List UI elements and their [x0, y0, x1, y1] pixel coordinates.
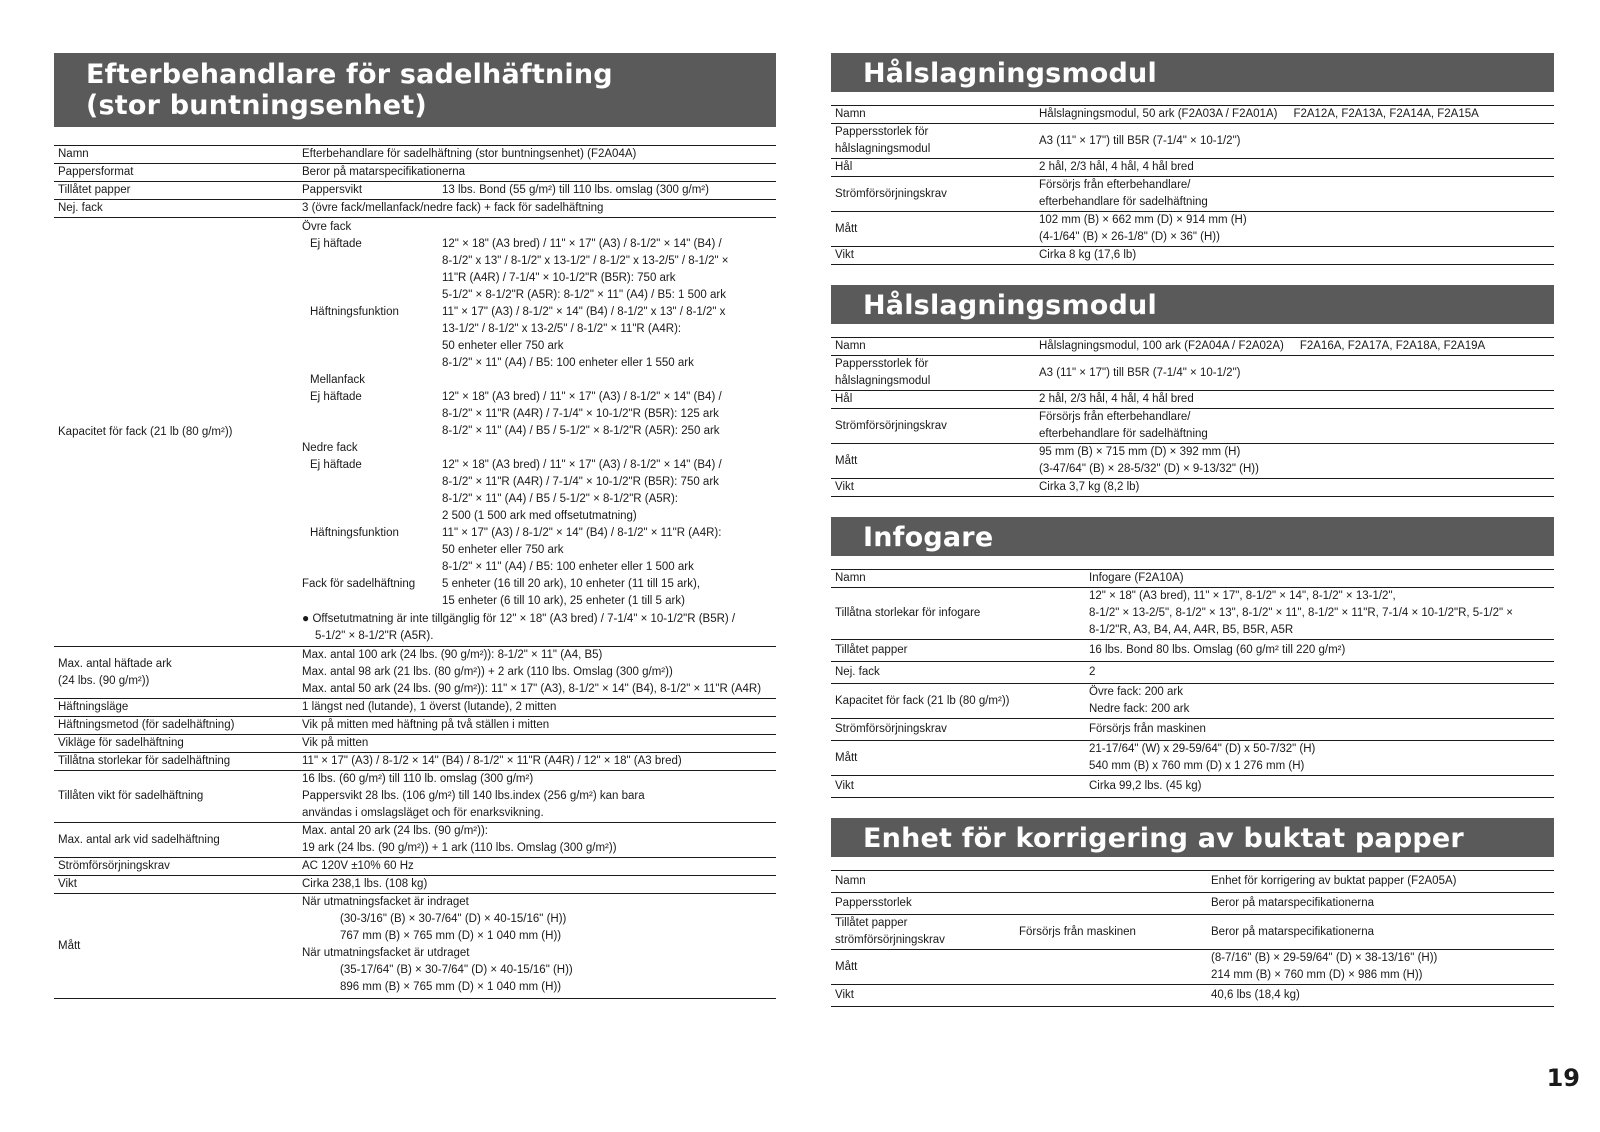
row-key-line: hålslagningsmodul [835, 143, 931, 155]
sub-value: 12" × 18" (A3 bred) / 11" × 17" (A3) / 8-1/2" × 14" (B4) / [442, 391, 722, 403]
row-value [298, 647, 776, 699]
table-row [831, 212, 1554, 247]
row-value: 3 (övre fack/mellanfack/nedre fack) + fack för sadelhäftning [302, 202, 604, 214]
row-value-line: Max. antal 50 ark (24 lbs. (90 g/m²)): 11" × 17" (A3), 8-1/2" × 14" (B4), 8-1/2" × 11"R (A4R) [302, 683, 762, 695]
row-key-line: (24 lbs. (90 g/m²)) [58, 674, 150, 687]
row-value-line: Försörjs från efterbehandlare/ [1039, 411, 1191, 423]
row-value: 2 [1089, 666, 1096, 678]
row-value-line: Max. antal 100 ark (24 lbs. (90 g/m²)): 8-1/2" × 11" (A4, B5) [302, 649, 603, 661]
row-value-text: Hålslagningsmodul, 100 ark (F2A04A / F2A02A) [1039, 340, 1284, 352]
decurler-spec-table [831, 870, 1554, 1007]
row-value-line: 16 lbs. (60 g/m²) till 110 lb. omslag (300 g/m²) [302, 773, 534, 785]
row-value: Infogare (F2A10A) [1089, 572, 1184, 584]
inserter-spec-table [831, 569, 1554, 798]
table-row [831, 985, 1554, 1007]
row-value [1035, 106, 1554, 124]
sub-value: 13 lbs. Bond (55 g/m²) till 110 lbs. omslag (300 g/m²) [442, 184, 709, 196]
row-key: Kapacitet för fack (21 lb (80 g/m²)) [835, 694, 1010, 707]
row-key: Pappersstorlek [835, 897, 912, 909]
row-key: Hål [835, 393, 853, 405]
row-key: Mått [835, 454, 858, 467]
row-key-line: strömförsörjningskrav [835, 934, 945, 946]
row-key: Tillåtet papper [58, 184, 131, 196]
row-middle: Försörjs från maskinen [1019, 925, 1136, 938]
row-value [298, 218, 776, 647]
table-row [54, 717, 776, 735]
sub-label: Ej häftade [310, 391, 362, 403]
table-row [54, 735, 776, 753]
table-row [831, 719, 1554, 741]
row-value-line: (3-47/64" (B) × 28-5/32" (D) × 9-13/32" (H)) [1039, 463, 1259, 475]
table-row [831, 409, 1554, 444]
table-row [831, 124, 1554, 159]
left-column [54, 53, 776, 999]
row-key-line: Pappersstorlek för [835, 358, 929, 370]
row-value-line: användas i omslagsläget och för enarksvikning. [302, 807, 544, 819]
row-key: Strömförsörjningskrav [835, 187, 947, 200]
row-key [831, 915, 1015, 950]
row-key: Hål [835, 161, 853, 173]
sub-label: Häftningsfunktion [310, 527, 399, 539]
row-value [1035, 212, 1554, 247]
table-row [54, 164, 776, 182]
row-value: Cirka 8 kg (17,6 lb) [1039, 249, 1137, 261]
row-key: Mått [835, 751, 858, 764]
punch-100-spec-table [831, 337, 1554, 497]
section-punch-module-100 [831, 285, 1554, 497]
table-row [831, 871, 1554, 893]
row-middle [1015, 985, 1207, 1007]
sub-value: 11"R (A4R) / 7-1/4" × 10-1/2"R (B5R): 750 ark [442, 272, 676, 284]
section-decurler [831, 818, 1554, 1007]
sub-value: 12" × 18" (A3 bred) / 11" × 17" (A3) / 8-1/2" × 14" (B4) / [442, 238, 722, 250]
row-value-line: 102 mm (B) × 662 mm (D) × 914 mm (H) [1039, 214, 1247, 226]
row-key: Vikt [58, 878, 77, 890]
row-key [54, 647, 298, 699]
row-key: Mått [835, 222, 858, 235]
row-value [298, 894, 776, 999]
row-key: Tillåtna storlekar för sadelhäftning [58, 755, 231, 767]
row-value: AC 120V ±10% 60 Hz [302, 860, 414, 872]
row-key: Vikläge för sadelhäftning [58, 737, 184, 749]
sub-value: 8-1/2" x 13" / 8-1/2" x 13-1/2" / 8-1/2" x 13-2/5" / 8-1/2" × [442, 255, 729, 267]
section-title: Hålslagningsmodul [831, 53, 1554, 92]
sub-value: 5-1/2" × 8-1/2"R (A5R): 8-1/2" × 11" (A4) / B5: 1 500 ark [442, 289, 726, 301]
row-value: Vik på mitten [302, 737, 369, 749]
table-row [54, 699, 776, 717]
sub-value: 50 enheter eller 750 ark [442, 544, 564, 556]
row-value-line: 8-1/2" × 13-2/5", 8-1/2" × 13", 8-1/2" × 11", 8-1/2" × 11"R, 7-1/4 × 10-1/2"R, 5-1/2" × [1089, 607, 1513, 619]
row-value-line: (35-17/64" (B) × 30-7/64" (D) × 40-15/16" (H)) [340, 964, 573, 976]
title-line-1: Efterbehandlare för sadelhäftning [86, 59, 613, 90]
row-key-line: Max. antal häftade ark [58, 657, 172, 670]
row-value [1035, 177, 1554, 212]
row-key: Tillåtet papper [835, 644, 908, 656]
row-key: Namn [835, 572, 866, 584]
row-value [298, 182, 776, 200]
punch-50-spec-table [831, 105, 1554, 265]
table-row [831, 444, 1554, 479]
row-key-line: Tillåtet papper [835, 917, 908, 929]
row-value [1035, 444, 1554, 479]
sub-value: 15 enheter (6 till 10 ark), 25 enheter (1 till 5 ark) [442, 595, 685, 607]
row-value-line: När utmatningsfacket är utdraget [302, 947, 470, 959]
row-value: Efterbehandlare för sadelhäftning (stor buntningsenhet) (F2A04A) [302, 148, 637, 160]
row-value-line: 19 ark (24 lbs. (90 g/m²)) + 1 ark (110 lbs. Omslag (300 g/m²)) [302, 842, 617, 854]
row-value-line: Övre fack: 200 ark [1089, 686, 1183, 698]
row-key: Mått [835, 960, 858, 973]
row-value: 2 hål, 2/3 hål, 4 hål, 4 hål bred [1039, 161, 1194, 173]
table-row [831, 950, 1554, 985]
row-key: Häftningsmetod (för sadelhäftning) [58, 719, 235, 731]
row-value: Enhet för korrigering av buktat papper (F2A05A) [1211, 875, 1457, 887]
sub-label: Ej häftade [310, 238, 362, 250]
sub-value: 8-1/2" × 11" (A4) / B5: 100 enheter eller 1 550 ark [442, 357, 694, 369]
sub-value: 8-1/2" × 11"R (A4R) / 7-1/4" × 10-1/2"R (B5R): 750 ark [442, 476, 719, 488]
row-key: Tillåtna storlekar för infogare [835, 607, 981, 619]
row-value-line: (8-7/16" (B) × 29-59/64" (D) × 38-13/16" (H)) [1211, 952, 1438, 964]
sub-value: 8-1/2" × 11" (A4) / B5: 100 enheter eller 1 500 ark [442, 561, 694, 573]
note-text: Offsetutmatning är inte tillgänglig för 12" × 18" (A3 bred) / 7-1/4" × 10-1/2"R (B5R) / [312, 613, 736, 625]
row-value: Cirka 3,7 kg (8,2 lb) [1039, 481, 1140, 493]
row-middle [1015, 871, 1207, 893]
row-value-text: Hålslagningsmodul, 50 ark (F2A03A / F2A01A) [1039, 108, 1278, 120]
table-row [54, 876, 776, 894]
row-value-line: 896 mm (B) × 765 mm (D) × 1 040 mm (H)) [340, 981, 562, 993]
row-value: A3 (11" × 17") till B5R (7-1/4" × 10-1/2") [1039, 366, 1241, 379]
section-title-saddle-finisher [54, 53, 776, 127]
sub-label: Pappersvikt [302, 184, 363, 196]
section-punch-module-50 [831, 53, 1554, 265]
row-value: 40,6 lbs (18,4 kg) [1211, 989, 1300, 1001]
row-value [1035, 409, 1554, 444]
row-value: Beror på matarspecifikationerna [1211, 925, 1374, 938]
table-row [54, 146, 776, 164]
row-value-line: 767 mm (B) × 765 mm (D) × 1 040 mm (H)) [340, 930, 562, 942]
table-row [831, 570, 1554, 588]
row-value-line: 214 mm (B) × 760 mm (D) × 986 mm (H)) [1211, 969, 1423, 981]
row-value-line: 540 mm (B) x 760 mm (D) x 1 276 mm (H) [1089, 760, 1305, 772]
row-value-line: 21-17/64" (W) x 29-59/64" (D) x 50-7/32" (H) [1089, 743, 1316, 755]
row-value: 1 längst ned (lutande), 1 överst (lutande), 2 mitten [302, 701, 557, 713]
sub-value: 12" × 18" (A3 bred) / 11" × 17" (A3) / 8-1/2" × 14" (B4) / [442, 459, 722, 471]
page-number: 19 [1546, 1064, 1580, 1092]
sub-value: 13-1/2" / 8-1/2" x 13-2/5" / 8-1/2" × 11"R (A4R): [442, 323, 682, 335]
sub-value: 2 500 (1 500 ark med offsetutmatning) [442, 510, 637, 522]
row-key: Max. antal ark vid sadelhäftning [58, 833, 220, 846]
table-row [54, 182, 776, 200]
row-key [831, 356, 1035, 391]
row-key: Namn [58, 148, 89, 160]
row-value-line: 95 mm (B) × 715 mm (D) × 392 mm (H) [1039, 446, 1241, 458]
row-key: Häftningsläge [58, 701, 129, 713]
row-value: Vik på mitten med häftning på två ställen i mitten [302, 719, 550, 731]
row-value: 2 hål, 2/3 hål, 4 hål, 4 hål bred [1039, 393, 1194, 405]
row-value: Cirka 99,2 lbs. (45 kg) [1089, 780, 1202, 792]
table-row [54, 647, 776, 699]
row-value-line: Max. antal 98 ark (21 lbs. (80 g/m²)) + 2 ark (110 lbs. Omslag (300 g/m²)) [302, 666, 673, 678]
table-row [831, 159, 1554, 177]
row-value [298, 823, 776, 858]
sub-label: Ej häftade [310, 459, 362, 471]
sub-value: 50 enheter eller 750 ark [442, 340, 564, 352]
table-row [831, 662, 1554, 684]
row-key: Strömförsörjningskrav [835, 419, 947, 432]
row-key: Kapacitet för fack (21 lb (80 g/m²)) [58, 425, 233, 438]
sub-value: 11" × 17" (A3) / 8-1/2" × 14" (B4) / 8-1/2" x 13" / 8-1/2" x [442, 306, 726, 318]
row-key: Vikt [835, 780, 854, 792]
row-key: Nej. fack [58, 202, 103, 214]
section-title: Hålslagningsmodul [831, 285, 1554, 324]
row-value-line: 8-1/2"R, A3, B4, A4, A4R, B5, B5R, A5R [1089, 624, 1294, 636]
row-key: Namn [835, 108, 866, 120]
row-key: Tillåten vikt för sadelhäftning [58, 790, 204, 802]
row-value: A3 (11" × 17") till B5R (7-1/4" × 10-1/2") [1039, 134, 1241, 147]
table-row [831, 177, 1554, 212]
row-middle [1015, 893, 1207, 915]
row-value [1085, 588, 1554, 640]
row-value-line: efterbehandlare för sadelhäftning [1039, 196, 1208, 208]
row-value-line: (30-3/16" (B) × 30-7/64" (D) × 40-15/16" (H)) [340, 913, 567, 925]
row-key-line: hålslagningsmodul [835, 375, 931, 387]
table-row [831, 479, 1554, 497]
sub-value: 8-1/2" × 11"R (A4R) / 7-1/4" × 10-1/2"R (B5R): 125 ark [442, 408, 719, 420]
table-row [54, 771, 776, 823]
table-row [54, 894, 776, 999]
sub-value: 8-1/2" × 11" (A4) / B5 / 5-1/2" × 8-1/2"R (A5R): [442, 493, 678, 505]
table-row [831, 893, 1554, 915]
row-value-line: Nedre fack: 200 ark [1089, 703, 1190, 715]
table-row [54, 858, 776, 876]
table-row-capacity [54, 218, 776, 647]
row-key: Strömförsörjningskrav [58, 860, 170, 872]
sub-value: 5 enheter (16 till 20 ark), 10 enheter (11 till 15 ark), [442, 578, 701, 590]
row-value: Beror på matarspecifikationerna [1211, 897, 1374, 909]
table-row [831, 776, 1554, 798]
row-key: Mått [58, 939, 81, 952]
row-value: Cirka 238,1 lbs. (108 kg) [302, 878, 428, 890]
row-key-line: Pappersstorlek för [835, 126, 929, 138]
section-inserter [831, 517, 1554, 798]
row-value: 11" × 17" (A3) / 8-1/2 × 14" (B4) / 8-1/2" × 11"R (A4R) / 12" × 18" (A3 bred) [302, 755, 682, 767]
row-value [1035, 338, 1554, 356]
table-row [831, 338, 1554, 356]
title-line-2: (stor buntningsenhet) [86, 90, 427, 121]
row-key: Namn [835, 340, 866, 352]
row-value-line: Försörjs från efterbehandlare/ [1039, 179, 1191, 191]
right-column [831, 53, 1554, 1027]
row-value-line: efterbehandlare för sadelhäftning [1039, 428, 1208, 440]
table-row [54, 823, 776, 858]
row-value [298, 771, 776, 823]
tray-heading: Övre fack [302, 221, 352, 233]
table-row [831, 915, 1554, 950]
row-key: Namn [835, 875, 866, 887]
row-value: Beror på matarspecifikationerna [302, 166, 465, 178]
row-key: Strömförsörjningskrav [835, 723, 947, 735]
row-value-text: F2A12A, F2A13A, F2A14A, F2A15A [1293, 108, 1479, 120]
note-text: 5-1/2" × 8-1/2"R (A5R). [315, 630, 434, 642]
table-row [831, 640, 1554, 662]
tray-heading: Mellanfack [310, 374, 365, 386]
table-row [831, 247, 1554, 265]
row-value: 16 lbs. Bond 80 lbs. Omslag (60 g/m² till 220 g/m²) [1089, 644, 1346, 656]
row-key: Vikt [835, 989, 854, 1001]
section-title: Enhet för korrigering av buktat papper [831, 818, 1554, 857]
row-value: Försörjs från maskinen [1089, 723, 1206, 735]
row-middle [1015, 950, 1207, 985]
saddle-finisher-spec-table [54, 145, 776, 999]
sub-value: 8-1/2" × 11" (A4) / B5 / 5-1/2" × 8-1/2"R (A5R): 250 ark [442, 425, 720, 437]
row-value-line: 12" × 18" (A3 bred), 11" × 17", 8-1/2" × 14", 8-1/2" × 13-1/2", [1089, 590, 1396, 602]
table-row [831, 106, 1554, 124]
table-row [831, 588, 1554, 640]
row-key: Nej. fack [835, 666, 880, 678]
bullet-icon: ● [302, 611, 310, 625]
row-key [831, 124, 1035, 159]
table-row [54, 200, 776, 218]
row-key: Vikt [835, 249, 854, 261]
table-row [54, 753, 776, 771]
row-value-line: Pappersvikt 28 lbs. (106 g/m²) till 140 lbs.index (256 g/m²) kan bara [302, 790, 645, 802]
row-key: Pappersformat [58, 166, 134, 178]
row-value-text: F2A16A, F2A17A, F2A18A, F2A19A [1299, 340, 1486, 352]
sub-value: 11" × 17" (A3) / 8-1/2" × 14" (B4) / 8-1/2" × 11"R (A4R): [442, 527, 722, 539]
row-value [1085, 684, 1554, 719]
section-title: Infogare [831, 517, 1554, 556]
sub-label: Fack för sadelhäftning [302, 578, 416, 590]
table-row [831, 356, 1554, 391]
sub-label: Häftningsfunktion [310, 306, 399, 318]
table-row [831, 391, 1554, 409]
row-value-line: När utmatningsfacket är indraget [302, 896, 469, 908]
row-value-line: Max. antal 20 ark (24 lbs. (90 g/m²)): [302, 825, 488, 837]
row-value [1085, 741, 1554, 776]
row-key: Vikt [835, 481, 854, 493]
table-row [831, 741, 1554, 776]
tray-heading: Nedre fack [302, 442, 358, 454]
row-value-line: (4-1/64" (B) × 26-1/8" (D) × 36" (H)) [1039, 231, 1220, 243]
row-value [1207, 950, 1554, 985]
table-row [831, 684, 1554, 719]
note [302, 610, 772, 628]
